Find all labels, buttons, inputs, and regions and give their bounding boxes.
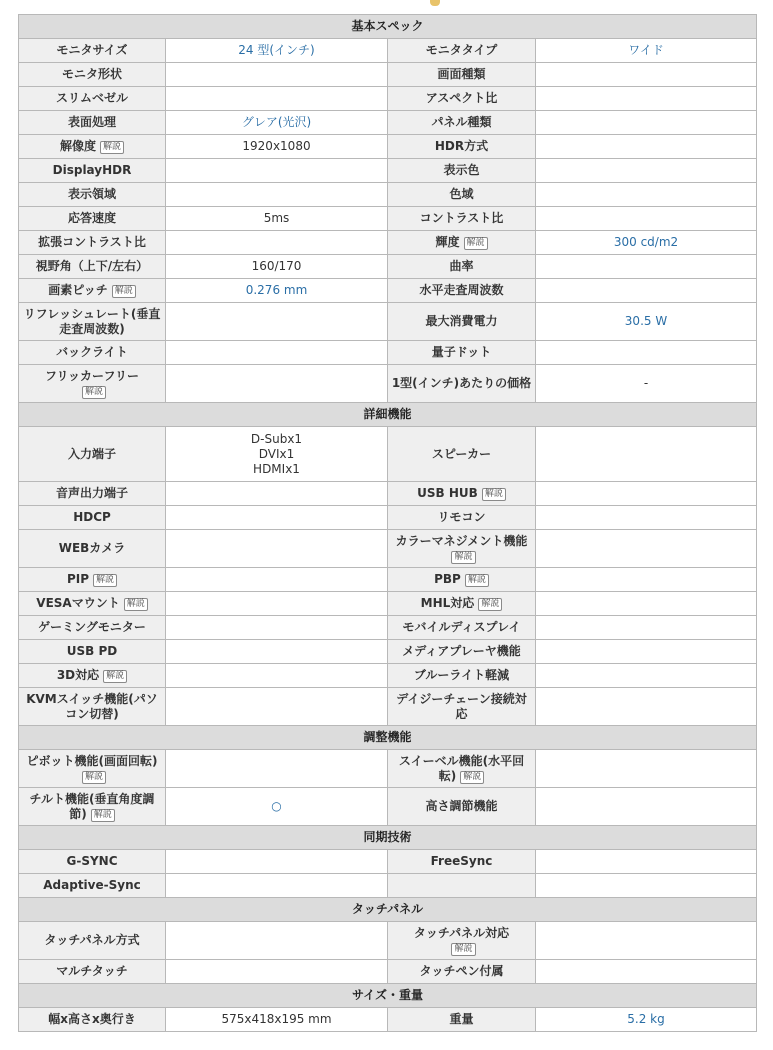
table-row bbox=[19, 688, 757, 726]
table-row bbox=[19, 506, 757, 530]
spec-value: 575x418x195 mm bbox=[166, 1008, 388, 1032]
spec-value bbox=[536, 750, 757, 788]
table-row bbox=[19, 640, 757, 664]
spec-label: スリムベゼル bbox=[19, 87, 166, 111]
section-title: 詳細機能 bbox=[19, 403, 757, 427]
spec-value bbox=[536, 616, 757, 640]
spec-label: 表示領域 bbox=[19, 183, 166, 207]
spec-label: 最大消費電力 bbox=[388, 303, 536, 341]
top-edge-icon bbox=[430, 0, 440, 6]
spec-label: DisplayHDR bbox=[19, 159, 166, 183]
spec-value-link[interactable]: ○ bbox=[166, 788, 388, 826]
spec-label: タッチパネル対応 解説 bbox=[388, 922, 536, 960]
spec-label: スピーカー bbox=[388, 427, 536, 482]
spec-label: タッチペン付属 bbox=[388, 960, 536, 984]
spec-value bbox=[166, 530, 388, 568]
help-button[interactable]: 解説 bbox=[100, 141, 124, 154]
spec-label: 解像度 解説 bbox=[19, 135, 166, 159]
spec-value-link[interactable]: 24 型(インチ) bbox=[166, 39, 388, 63]
spec-label: 拡張コントラスト比 bbox=[19, 231, 166, 255]
spec-value bbox=[166, 303, 388, 341]
help-button[interactable]: 解説 bbox=[465, 574, 489, 587]
help-button[interactable]: 解説 bbox=[451, 943, 475, 956]
spec-value bbox=[536, 960, 757, 984]
spec-label: マルチタッチ bbox=[19, 960, 166, 984]
table-row bbox=[19, 255, 757, 279]
spec-label: モニタタイプ bbox=[388, 39, 536, 63]
table-row bbox=[19, 922, 757, 960]
spec-label: VESAマウント 解説 bbox=[19, 592, 166, 616]
spec-label: PBP 解説 bbox=[388, 568, 536, 592]
spec-value bbox=[536, 111, 757, 135]
spec-value bbox=[166, 341, 388, 365]
spec-value bbox=[166, 592, 388, 616]
table-row bbox=[19, 207, 757, 231]
spec-value bbox=[536, 135, 757, 159]
spec-label: 高さ調節機能 bbox=[388, 788, 536, 826]
spec-label: タッチパネル方式 bbox=[19, 922, 166, 960]
table-row bbox=[19, 87, 757, 111]
spec-value bbox=[166, 664, 388, 688]
spec-label: モニタサイズ bbox=[19, 39, 166, 63]
help-button[interactable]: 解説 bbox=[93, 574, 117, 587]
table-row bbox=[19, 788, 757, 826]
table-row bbox=[19, 159, 757, 183]
spec-value bbox=[536, 279, 757, 303]
spec-label: 表示色 bbox=[388, 159, 536, 183]
section-title: 基本スペック bbox=[19, 15, 757, 39]
spec-label: 音声出力端子 bbox=[19, 482, 166, 506]
spec-value bbox=[166, 482, 388, 506]
spec-value: 160/170 bbox=[166, 255, 388, 279]
spec-value bbox=[536, 427, 757, 482]
table-row bbox=[19, 111, 757, 135]
spec-label: 幅x高さx奥行き bbox=[19, 1008, 166, 1032]
spec-value bbox=[536, 568, 757, 592]
spec-value bbox=[166, 616, 388, 640]
spec-label-empty bbox=[388, 874, 536, 898]
spec-label: Adaptive-Sync bbox=[19, 874, 166, 898]
table-row bbox=[19, 63, 757, 87]
spec-value-link[interactable]: 5.2 kg bbox=[536, 1008, 757, 1032]
help-button[interactable]: 解説 bbox=[482, 488, 506, 501]
spec-label: フリッカーフリー 解説 bbox=[19, 365, 166, 403]
spec-label: スイーベル機能(水平回転) 解説 bbox=[388, 750, 536, 788]
table-row bbox=[19, 482, 757, 506]
input-port-item: HDMIx1 bbox=[253, 461, 300, 476]
table-row bbox=[19, 279, 757, 303]
spec-value bbox=[166, 850, 388, 874]
section-title: 同期技術 bbox=[19, 826, 757, 850]
spec-value bbox=[166, 231, 388, 255]
help-button[interactable]: 解説 bbox=[460, 771, 484, 784]
input-port-item: DVIx1 bbox=[258, 446, 295, 461]
spec-label: ブルーライト軽減 bbox=[388, 664, 536, 688]
spec-value-empty bbox=[536, 874, 757, 898]
spec-label: コントラスト比 bbox=[388, 207, 536, 231]
spec-label: 1型(インチ)あたりの価格 bbox=[388, 365, 536, 403]
spec-value bbox=[166, 87, 388, 111]
spec-value bbox=[536, 183, 757, 207]
help-button[interactable]: 解説 bbox=[82, 386, 106, 399]
spec-value bbox=[536, 788, 757, 826]
table-row bbox=[19, 750, 757, 788]
spec-label: ピボット機能(画面回転)解説 bbox=[19, 750, 166, 788]
spec-value bbox=[166, 874, 388, 898]
spec-value bbox=[166, 365, 388, 403]
spec-label: リフレッシュレート(垂直走査周波数) bbox=[19, 303, 166, 341]
spec-label: HDCP bbox=[19, 506, 166, 530]
spec-value bbox=[166, 506, 388, 530]
spec-label: モバイルディスプレイ bbox=[388, 616, 536, 640]
spec-label: USB HUB 解説 bbox=[388, 482, 536, 506]
spec-label: ゲーミングモニター bbox=[19, 616, 166, 640]
spec-value-list bbox=[166, 427, 388, 482]
spec-value bbox=[536, 159, 757, 183]
spec-label: カラーマネジメント機能解説 bbox=[388, 530, 536, 568]
spec-label: 画面種類 bbox=[388, 63, 536, 87]
table-row bbox=[19, 568, 757, 592]
spec-value bbox=[166, 750, 388, 788]
section-title: タッチパネル bbox=[19, 898, 757, 922]
table-row bbox=[19, 183, 757, 207]
help-button[interactable]: 解説 bbox=[464, 237, 488, 250]
table-row bbox=[19, 616, 757, 640]
table-row bbox=[19, 341, 757, 365]
spec-value bbox=[166, 568, 388, 592]
spec-label: アスペクト比 bbox=[388, 87, 536, 111]
table-row bbox=[19, 850, 757, 874]
spec-label: WEBカメラ bbox=[19, 530, 166, 568]
spec-label: HDR方式 bbox=[388, 135, 536, 159]
table-row bbox=[19, 303, 757, 341]
spec-label: チルト機能(垂直角度調節) 解説 bbox=[19, 788, 166, 826]
spec-value-link[interactable]: グレア(光沢) bbox=[166, 111, 388, 135]
spec-label: PIP 解説 bbox=[19, 568, 166, 592]
spec-label: バックライト bbox=[19, 341, 166, 365]
spec-value bbox=[536, 664, 757, 688]
spec-label: 入力端子 bbox=[19, 427, 166, 482]
help-button[interactable]: 解説 bbox=[103, 670, 127, 683]
help-button[interactable]: 解説 bbox=[112, 285, 136, 298]
section-title: 調整機能 bbox=[19, 726, 757, 750]
spec-value bbox=[536, 207, 757, 231]
spec-label: デイジーチェーン接続対応 bbox=[388, 688, 536, 726]
help-button[interactable]: 解説 bbox=[82, 771, 106, 784]
spec-label: USB PD bbox=[19, 640, 166, 664]
table-row bbox=[19, 664, 757, 688]
table-row bbox=[19, 427, 757, 482]
section-touch bbox=[19, 898, 757, 922]
spec-table bbox=[18, 14, 757, 1032]
help-button[interactable]: 解説 bbox=[91, 809, 115, 822]
spec-label: MHL対応 解説 bbox=[388, 592, 536, 616]
spec-label: 画素ピッチ 解説 bbox=[19, 279, 166, 303]
spec-value bbox=[536, 530, 757, 568]
spec-value bbox=[166, 688, 388, 726]
spec-value bbox=[536, 592, 757, 616]
spec-value-link[interactable]: ワイド bbox=[536, 39, 757, 63]
spec-label: モニタ形状 bbox=[19, 63, 166, 87]
spec-value bbox=[166, 63, 388, 87]
spec-value bbox=[536, 341, 757, 365]
spec-value: 5ms bbox=[166, 207, 388, 231]
table-row bbox=[19, 365, 757, 403]
spec-value-link[interactable]: 0.276 mm bbox=[166, 279, 388, 303]
section-title: サイズ・重量 bbox=[19, 984, 757, 1008]
help-button[interactable]: 解説 bbox=[124, 598, 148, 611]
spec-value-link[interactable]: 300 cd/m2 bbox=[536, 231, 757, 255]
table-row bbox=[19, 1008, 757, 1032]
spec-value bbox=[166, 159, 388, 183]
spec-label: FreeSync bbox=[388, 850, 536, 874]
spec-value bbox=[166, 640, 388, 664]
spec-value bbox=[536, 482, 757, 506]
spec-label: KVMスイッチ機能(パソコン切替) bbox=[19, 688, 166, 726]
spec-label: 量子ドット bbox=[388, 341, 536, 365]
section-detail bbox=[19, 403, 757, 427]
spec-value bbox=[166, 183, 388, 207]
spec-label: リモコン bbox=[388, 506, 536, 530]
spec-label: 応答速度 bbox=[19, 207, 166, 231]
spec-value-link[interactable]: 30.5 W bbox=[536, 303, 757, 341]
spec-value bbox=[536, 688, 757, 726]
table-row bbox=[19, 874, 757, 898]
section-sync bbox=[19, 826, 757, 850]
spec-label: 視野角（上下/左右） bbox=[19, 255, 166, 279]
spec-value bbox=[536, 63, 757, 87]
spec-label: 3D対応 解説 bbox=[19, 664, 166, 688]
spec-value bbox=[536, 255, 757, 279]
spec-label: メディアプレーヤ機能 bbox=[388, 640, 536, 664]
table-row bbox=[19, 530, 757, 568]
help-button[interactable]: 解説 bbox=[478, 598, 502, 611]
spec-label: G-SYNC bbox=[19, 850, 166, 874]
spec-label: 色域 bbox=[388, 183, 536, 207]
spec-label: パネル種類 bbox=[388, 111, 536, 135]
table-row bbox=[19, 592, 757, 616]
table-row bbox=[19, 960, 757, 984]
spec-value bbox=[536, 87, 757, 111]
spec-value bbox=[166, 960, 388, 984]
section-adjust bbox=[19, 726, 757, 750]
spec-label: 表面処理 bbox=[19, 111, 166, 135]
spec-value: 1920x1080 bbox=[166, 135, 388, 159]
spec-value bbox=[536, 850, 757, 874]
table-row bbox=[19, 135, 757, 159]
spec-value bbox=[536, 506, 757, 530]
spec-label: 輝度 解説 bbox=[388, 231, 536, 255]
spec-value: - bbox=[536, 365, 757, 403]
spec-label: 水平走査周波数 bbox=[388, 279, 536, 303]
spec-label: 曲率 bbox=[388, 255, 536, 279]
spec-value bbox=[536, 922, 757, 960]
help-button[interactable]: 解説 bbox=[451, 551, 475, 564]
spec-label: 重量 bbox=[388, 1008, 536, 1032]
spec-value bbox=[536, 640, 757, 664]
input-port-item: D-Subx1 bbox=[250, 431, 303, 446]
table-row bbox=[19, 39, 757, 63]
section-basic bbox=[19, 15, 757, 39]
section-size bbox=[19, 984, 757, 1008]
table-row bbox=[19, 231, 757, 255]
spec-value bbox=[166, 922, 388, 960]
